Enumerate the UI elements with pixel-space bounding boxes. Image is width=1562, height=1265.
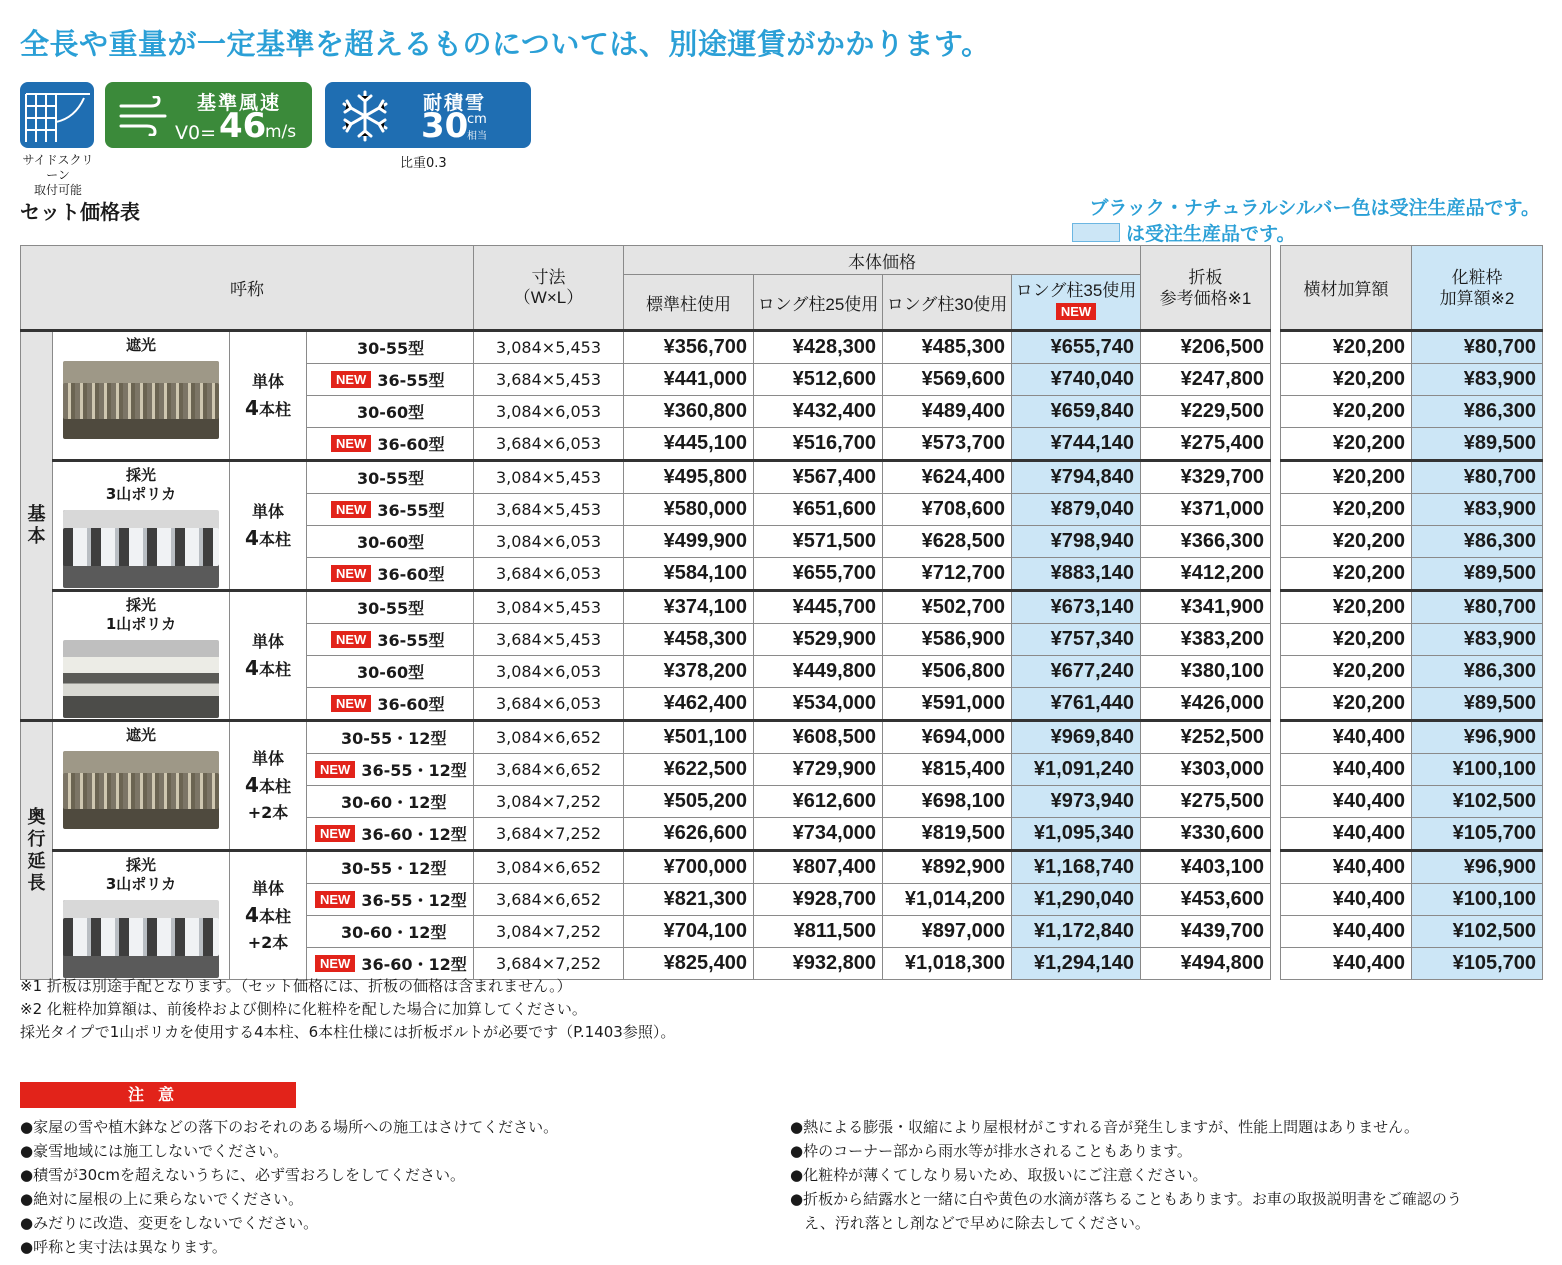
price-standard: ¥499,900	[624, 526, 754, 558]
price-decor-frame: ¥80,700	[1412, 331, 1543, 364]
price-table-body	[21, 331, 1543, 980]
price-long25: ¥512,600	[754, 364, 883, 396]
price-long25: ¥608,500	[754, 721, 883, 754]
price-long35: ¥757,340	[1012, 624, 1141, 656]
price-cross-member: ¥20,200	[1281, 364, 1412, 396]
roof-type-sub: 3山ポリカ	[105, 485, 177, 503]
price-folded-plate: ¥366,300	[1141, 526, 1271, 558]
header-dim-label: 寸法	[531, 267, 566, 287]
post-config-cell: 単体 4本柱	[230, 461, 307, 591]
snowflake-icon	[337, 90, 393, 142]
side-screen-badge	[20, 82, 94, 148]
price-long30: ¥573,700	[883, 428, 1012, 461]
roof-type-cell	[53, 851, 230, 980]
price-long30: ¥489,400	[883, 396, 1012, 428]
caution-item: ●枠のコーナー部から雨水等が排水されることもあります。	[790, 1142, 1192, 1160]
wind-label: 基準風速	[197, 92, 282, 114]
price-folded-plate: ¥494,800	[1141, 948, 1271, 980]
model-name: 30-60型	[307, 656, 474, 688]
price-long30: ¥506,800	[883, 656, 1012, 688]
price-folded-plate: ¥275,500	[1141, 786, 1271, 818]
roof-type-sub: 3山ポリカ	[105, 875, 177, 893]
post-config-cell: 単体 4本柱 +2本	[230, 721, 307, 851]
model-name: 30-55型	[307, 461, 474, 494]
new-tag: NEW	[331, 435, 371, 452]
price-long30: ¥694,000	[883, 721, 1012, 754]
roof-type-label: 遮光	[125, 336, 156, 354]
price-cross-member: ¥40,400	[1281, 818, 1412, 851]
price-long35: ¥798,940	[1012, 526, 1141, 558]
dimensions: 3,084×6,053	[474, 396, 624, 428]
roof-type-label: 遮光	[125, 726, 156, 744]
dimensions: 3,684×5,453	[474, 624, 624, 656]
header-body-price: 本体価格	[624, 246, 1141, 275]
price-standard: ¥445,100	[624, 428, 754, 461]
header-ori-1: 折板	[1188, 267, 1223, 287]
caution-list-right	[790, 1115, 1462, 1235]
price-long25: ¥612,600	[754, 786, 883, 818]
price-long30: ¥502,700	[883, 591, 1012, 624]
header-long25: ロング柱25使用	[754, 275, 883, 331]
price-long30: ¥897,000	[883, 916, 1012, 948]
price-folded-plate: ¥383,200	[1141, 624, 1271, 656]
price-long25: ¥928,700	[754, 884, 883, 916]
price-folded-plate: ¥403,100	[1141, 851, 1271, 884]
price-decor-frame: ¥100,100	[1412, 754, 1543, 786]
wind-unit: m/s	[265, 122, 297, 142]
model-name: 30-60型	[307, 526, 474, 558]
caution-heading: 注意	[20, 1082, 296, 1108]
side-screen-icon	[20, 82, 94, 148]
price-standard: ¥356,700	[624, 331, 754, 364]
price-decor-frame: ¥86,300	[1412, 396, 1543, 428]
dimensions: 3,684×6,053	[474, 688, 624, 721]
price-folded-plate: ¥341,900	[1141, 591, 1271, 624]
price-long25: ¥534,000	[754, 688, 883, 721]
dimensions: 3,084×5,453	[474, 591, 624, 624]
price-long35: ¥761,440	[1012, 688, 1141, 721]
dimensions: 3,084×6,652	[474, 851, 624, 884]
new-tag: NEW	[331, 631, 371, 648]
price-long25: ¥729,900	[754, 754, 883, 786]
price-long35: ¥1,095,340	[1012, 818, 1141, 851]
price-long35: ¥1,294,140	[1012, 948, 1141, 980]
price-cross-member: ¥20,200	[1281, 428, 1412, 461]
price-folded-plate: ¥439,700	[1141, 916, 1271, 948]
price-decor-frame: ¥102,500	[1412, 786, 1543, 818]
price-long30: ¥485,300	[883, 331, 1012, 364]
dimensions: 3,084×5,453	[474, 461, 624, 494]
price-folded-plate: ¥453,600	[1141, 884, 1271, 916]
dimensions: 3,684×6,652	[474, 754, 624, 786]
caution-item: ●家屋の雪や植木鉢などの落下のおそれのある場所への施工はさけてください。	[20, 1118, 559, 1136]
price-long25: ¥571,500	[754, 526, 883, 558]
price-long35: ¥655,740	[1012, 331, 1141, 364]
dimensions: 3,084×5,453	[474, 331, 624, 364]
price-long30: ¥708,600	[883, 494, 1012, 526]
price-decor-frame: ¥80,700	[1412, 591, 1543, 624]
price-long30: ¥586,900	[883, 624, 1012, 656]
dimensions: 3,684×7,252	[474, 818, 624, 851]
caution-item: ●積雪が30cmを超えないうちに、必ず雪おろしをしてください。	[20, 1166, 466, 1184]
price-standard: ¥505,200	[624, 786, 754, 818]
price-cross-member: ¥20,200	[1281, 656, 1412, 688]
new-tag: NEW	[315, 955, 355, 972]
price-long25: ¥445,700	[754, 591, 883, 624]
price-long30: ¥1,014,200	[883, 884, 1012, 916]
caution-list-left	[20, 1115, 558, 1259]
roof-type-label: 採光	[125, 856, 156, 874]
price-cross-member: ¥40,400	[1281, 754, 1412, 786]
price-folded-plate: ¥371,000	[1141, 494, 1271, 526]
caution-item: ●みだりに改造、変更をしないでください。	[20, 1214, 319, 1232]
price-long25: ¥734,000	[754, 818, 883, 851]
price-cross-member: ¥40,400	[1281, 884, 1412, 916]
price-cross-member: ¥20,200	[1281, 331, 1412, 364]
price-long35: ¥740,040	[1012, 364, 1141, 396]
dimensions: 3,084×7,252	[474, 786, 624, 818]
price-cross-member: ¥40,400	[1281, 851, 1412, 884]
price-long30: ¥1,018,300	[883, 948, 1012, 980]
price-decor-frame: ¥105,700	[1412, 948, 1543, 980]
price-long35: ¥659,840	[1012, 396, 1141, 428]
price-long25: ¥516,700	[754, 428, 883, 461]
price-standard: ¥580,000	[624, 494, 754, 526]
price-decor-frame: ¥89,500	[1412, 558, 1543, 591]
price-long30: ¥591,000	[883, 688, 1012, 721]
model-name: NEW 36-60・12型	[307, 948, 474, 980]
price-cross-member: ¥20,200	[1281, 591, 1412, 624]
price-long25: ¥932,800	[754, 948, 883, 980]
model-name: NEW 36-55型	[307, 364, 474, 396]
price-folded-plate: ¥426,000	[1141, 688, 1271, 721]
model-name: 30-55型	[307, 591, 474, 624]
model-name: 30-55型	[307, 331, 474, 364]
price-cross-member: ¥20,200	[1281, 526, 1412, 558]
price-standard: ¥501,100	[624, 721, 754, 754]
model-name: NEW 36-55型	[307, 494, 474, 526]
table-row	[21, 331, 1543, 364]
roof-type-label: 採光	[125, 596, 156, 614]
price-long30: ¥712,700	[883, 558, 1012, 591]
price-cross-member: ¥20,200	[1281, 494, 1412, 526]
made-to-order-notice: ブラック・ナチュラルシルバー色は受注生産品です。	[1089, 197, 1540, 219]
price-decor-frame: ¥89,500	[1412, 688, 1543, 721]
price-long25: ¥655,700	[754, 558, 883, 591]
highlight-swatch	[1072, 223, 1120, 242]
price-long35: ¥883,140	[1012, 558, 1141, 591]
price-folded-plate: ¥229,500	[1141, 396, 1271, 428]
price-long35: ¥1,168,740	[1012, 851, 1141, 884]
model-name: NEW 36-60・12型	[307, 818, 474, 851]
caution-item: ●折板から結露水と一緒に白や黄色の水滴が落ちることもあります。お車の取扱説明書をご確認のう	[790, 1190, 1462, 1208]
price-long30: ¥819,500	[883, 818, 1012, 851]
new-tag: NEW	[331, 371, 371, 388]
caution-item: ●豪雪地域には施工しないでください。	[20, 1142, 289, 1160]
new-tag: NEW	[315, 825, 355, 842]
price-decor-frame: ¥100,100	[1412, 884, 1543, 916]
header-ori-2: 参考価格※1	[1159, 288, 1252, 308]
price-cross-member: ¥20,200	[1281, 624, 1412, 656]
price-long25: ¥811,500	[754, 916, 883, 948]
header-standard-post: 標準柱使用	[624, 275, 754, 331]
roof-photo	[63, 510, 219, 588]
header-cross-member: 横材加算額	[1281, 246, 1412, 331]
new-tag: NEW	[331, 565, 371, 582]
roof-photo	[63, 900, 219, 978]
set-price-table	[20, 245, 1543, 980]
footnote-3: 採光タイプで1山ポリカを使用する4本柱、6本柱仕様には折板ボルトが必要です（P.1403参照）。	[20, 1023, 676, 1041]
header-long35-label: ロング柱35使用	[1015, 281, 1137, 300]
header-long30: ロング柱30使用	[883, 275, 1012, 331]
dimensions: 3,684×5,453	[474, 364, 624, 396]
footnote-1: ※1 折板は別途手配となります。（セット価格には、折板の価格は含まれません。）	[20, 977, 572, 995]
price-long25: ¥432,400	[754, 396, 883, 428]
side-screen-caption-2: 取付可能	[33, 183, 82, 197]
dimensions: 3,684×6,053	[474, 428, 624, 461]
price-long35: ¥969,840	[1012, 721, 1141, 754]
model-name: 30-60型	[307, 396, 474, 428]
footnotes	[20, 975, 675, 1044]
price-decor-frame: ¥86,300	[1412, 656, 1543, 688]
roof-type-sub: 1山ポリカ	[105, 615, 177, 633]
roof-photo	[63, 361, 219, 439]
price-standard: ¥700,000	[624, 851, 754, 884]
highlight-legend-text: は受注生産品です。	[1126, 223, 1296, 245]
wind-value: 46	[219, 106, 267, 146]
dimensions: 3,084×6,652	[474, 721, 624, 754]
price-cross-member: ¥20,200	[1281, 558, 1412, 591]
model-name: NEW 36-60型	[307, 688, 474, 721]
model-name: NEW 36-60型	[307, 558, 474, 591]
price-decor-frame: ¥105,700	[1412, 818, 1543, 851]
table-row	[21, 461, 1543, 494]
price-decor-frame: ¥80,700	[1412, 461, 1543, 494]
wind-speed-badge	[105, 82, 312, 148]
roof-type-cell	[53, 331, 230, 461]
price-standard: ¥495,800	[624, 461, 754, 494]
price-long35: ¥973,940	[1012, 786, 1141, 818]
dimensions: 3,084×7,252	[474, 916, 624, 948]
model-name: NEW 36-55型	[307, 624, 474, 656]
price-standard: ¥704,100	[624, 916, 754, 948]
new-tag: NEW	[315, 891, 355, 908]
header-new-tag: NEW	[1056, 303, 1096, 320]
price-long30: ¥628,500	[883, 526, 1012, 558]
price-long35: ¥794,840	[1012, 461, 1141, 494]
model-name: 30-60・12型	[307, 916, 474, 948]
model-name: NEW 36-60型	[307, 428, 474, 461]
wind-icon	[117, 96, 171, 136]
header-kesho-1: 化粧枠	[1451, 267, 1503, 287]
model-name: 30-55・12型	[307, 851, 474, 884]
price-decor-frame: ¥83,900	[1412, 624, 1543, 656]
price-long35: ¥673,140	[1012, 591, 1141, 624]
price-cross-member: ¥40,400	[1281, 721, 1412, 754]
roof-type-cell	[53, 591, 230, 721]
model-name: 30-60・12型	[307, 786, 474, 818]
table-row	[21, 591, 1543, 624]
price-cross-member: ¥20,200	[1281, 461, 1412, 494]
price-folded-plate: ¥252,500	[1141, 721, 1271, 754]
price-folded-plate: ¥303,000	[1141, 754, 1271, 786]
post-config-cell: 単体 4本柱	[230, 331, 307, 461]
caution-item: ●絶対に屋根の上に乗らないでください。	[20, 1190, 304, 1208]
model-name: 30-55・12型	[307, 721, 474, 754]
new-tag: NEW	[331, 695, 371, 712]
price-standard: ¥825,400	[624, 948, 754, 980]
header-name: 呼称	[21, 246, 474, 331]
roof-photo	[63, 640, 219, 718]
price-cross-member: ¥40,400	[1281, 786, 1412, 818]
price-folded-plate: ¥380,100	[1141, 656, 1271, 688]
category-okuyuki: 奥行延長	[21, 721, 53, 980]
price-standard: ¥458,300	[624, 624, 754, 656]
post-config-cell: 単体 4本柱	[230, 591, 307, 721]
dimensions: 3,684×6,053	[474, 558, 624, 591]
roof-type-label: 採光	[125, 466, 156, 484]
price-standard: ¥584,100	[624, 558, 754, 591]
dimensions: 3,684×5,453	[474, 494, 624, 526]
price-long35: ¥879,040	[1012, 494, 1141, 526]
snow-label: 耐積雪	[423, 92, 487, 114]
price-cross-member: ¥40,400	[1281, 916, 1412, 948]
header-kesho-2: 加算額※2	[1439, 288, 1515, 308]
header-folded-plate	[1141, 246, 1271, 331]
new-tag: NEW	[315, 761, 355, 778]
price-folded-plate: ¥275,400	[1141, 428, 1271, 461]
category-kihon: 基本	[21, 331, 53, 721]
price-long25: ¥428,300	[754, 331, 883, 364]
header-dimensions	[474, 246, 624, 331]
dimensions: 3,684×7,252	[474, 948, 624, 980]
section-title: セット価格表	[20, 200, 140, 224]
price-long30: ¥698,100	[883, 786, 1012, 818]
price-folded-plate: ¥247,800	[1141, 364, 1271, 396]
table-row	[21, 721, 1543, 754]
caution-item: ●熱による膨張・収縮により屋根材がこすれる音が発生しますが、性能上問題はありません。	[790, 1118, 1419, 1136]
price-long30: ¥569,600	[883, 364, 1012, 396]
price-decor-frame: ¥102,500	[1412, 916, 1543, 948]
price-standard: ¥374,100	[624, 591, 754, 624]
snow-value: 30	[421, 106, 469, 146]
price-folded-plate: ¥329,700	[1141, 461, 1271, 494]
dimensions: 3,084×6,053	[474, 526, 624, 558]
price-cross-member: ¥20,200	[1281, 396, 1412, 428]
price-folded-plate: ¥206,500	[1141, 331, 1271, 364]
price-folded-plate: ¥412,200	[1141, 558, 1271, 591]
price-decor-frame: ¥83,900	[1412, 364, 1543, 396]
price-long35: ¥1,290,040	[1012, 884, 1141, 916]
price-long25: ¥449,800	[754, 656, 883, 688]
price-decor-frame: ¥96,900	[1412, 851, 1543, 884]
price-long35: ¥744,140	[1012, 428, 1141, 461]
snow-load-badge	[325, 82, 531, 148]
model-name: NEW 36-55・12型	[307, 884, 474, 916]
snow-note: 比重0.3	[400, 156, 447, 171]
caution-item: え、汚れ落とし剤などで早めに除去してください。	[804, 1214, 1150, 1232]
price-standard: ¥360,800	[624, 396, 754, 428]
side-screen-caption-1: サイドスクリーン	[22, 153, 94, 182]
price-cross-member: ¥40,400	[1281, 948, 1412, 980]
header-long35	[1012, 275, 1141, 331]
roof-type-cell	[53, 721, 230, 851]
snow-unit: cm	[467, 112, 487, 127]
price-folded-plate: ¥330,600	[1141, 818, 1271, 851]
caution-item: ●呼称と実寸法は異なります。	[20, 1238, 227, 1256]
price-standard: ¥821,300	[624, 884, 754, 916]
wind-prefix: V0=	[175, 122, 217, 144]
dimensions: 3,684×6,652	[474, 884, 624, 916]
price-decor-frame: ¥96,900	[1412, 721, 1543, 754]
roof-photo	[63, 751, 219, 829]
price-long35: ¥1,172,840	[1012, 916, 1141, 948]
caution-item: ●化粧枠が薄くてしなり易いため、取扱いにご注意ください。	[790, 1166, 1208, 1184]
headline: 全長や重量が一定基準を超えるものについては、別途運賃がかかります。	[20, 27, 991, 61]
price-long30: ¥624,400	[883, 461, 1012, 494]
price-long25: ¥567,400	[754, 461, 883, 494]
header-decor-frame	[1412, 246, 1543, 331]
price-cross-member: ¥20,200	[1281, 688, 1412, 721]
footnote-2: ※2 化粧枠加算額は、前後枠および側枠に化粧枠を配した場合に加算してください。	[20, 1000, 587, 1018]
price-long35: ¥677,240	[1012, 656, 1141, 688]
snow-unit-2: 相当	[467, 131, 487, 142]
price-long35: ¥1,091,240	[1012, 754, 1141, 786]
price-long30: ¥892,900	[883, 851, 1012, 884]
price-decor-frame: ¥83,900	[1412, 494, 1543, 526]
price-decor-frame: ¥89,500	[1412, 428, 1543, 461]
price-standard: ¥462,400	[624, 688, 754, 721]
highlight-legend	[1072, 219, 1295, 246]
price-long25: ¥529,900	[754, 624, 883, 656]
roof-type-cell	[53, 461, 230, 591]
table-row	[21, 851, 1543, 884]
price-standard: ¥378,200	[624, 656, 754, 688]
price-standard: ¥622,500	[624, 754, 754, 786]
price-long30: ¥815,400	[883, 754, 1012, 786]
price-standard: ¥626,600	[624, 818, 754, 851]
price-long25: ¥651,600	[754, 494, 883, 526]
price-long25: ¥807,400	[754, 851, 883, 884]
post-config-cell: 単体 4本柱 +2本	[230, 851, 307, 980]
model-name: NEW 36-55・12型	[307, 754, 474, 786]
header-dim-unit: （W×L）	[513, 287, 584, 307]
price-decor-frame: ¥86,300	[1412, 526, 1543, 558]
new-tag: NEW	[331, 501, 371, 518]
price-standard: ¥441,000	[624, 364, 754, 396]
dimensions: 3,084×6,053	[474, 656, 624, 688]
